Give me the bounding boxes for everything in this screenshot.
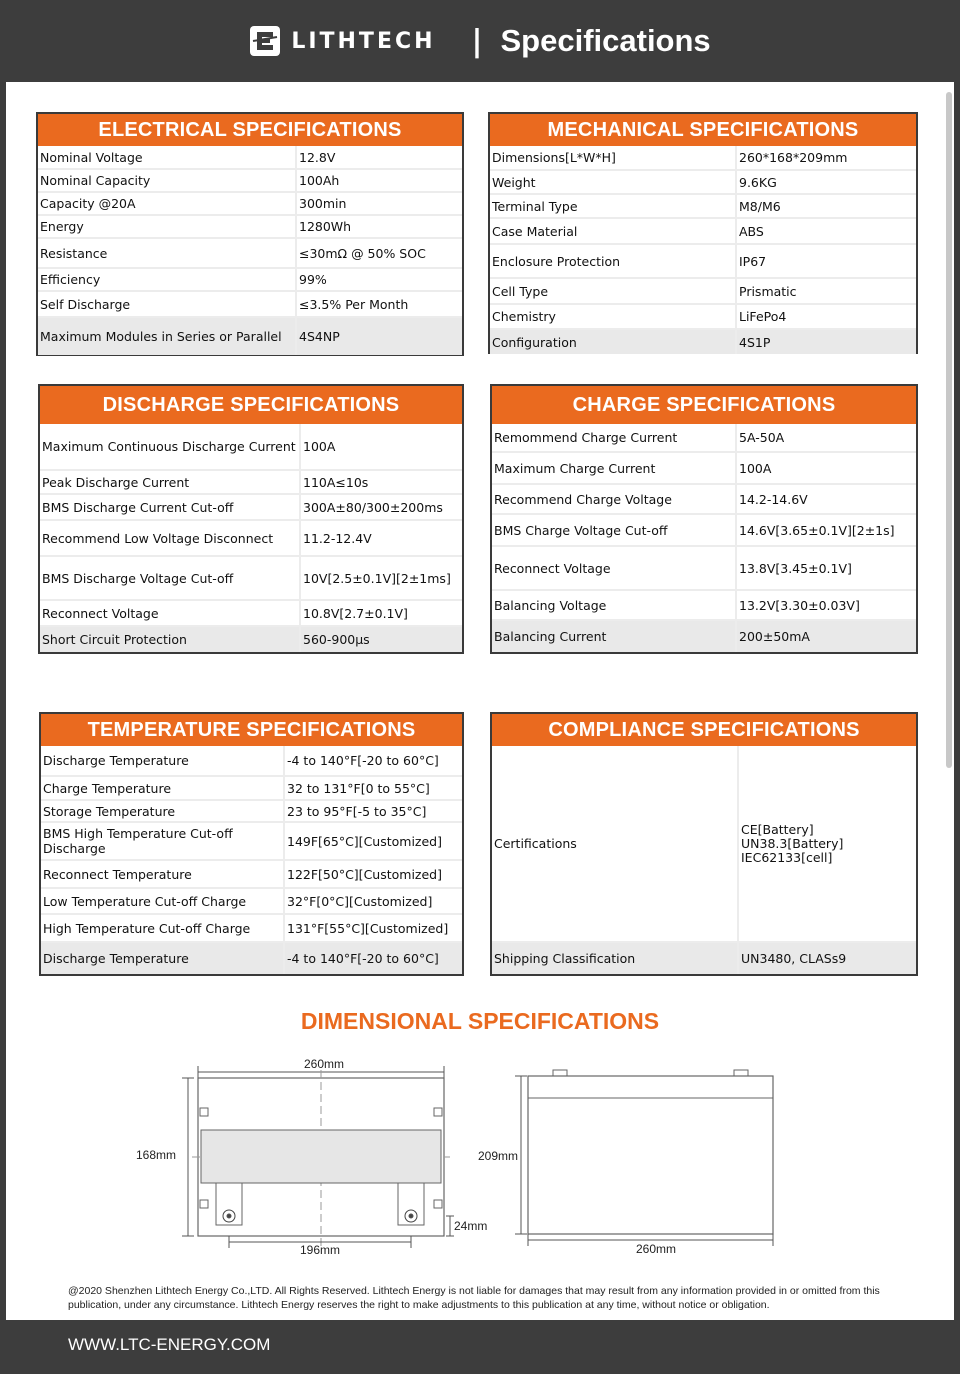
spec-label: Discharge Temperature (41, 746, 284, 776)
spec-value: 100A (736, 452, 916, 484)
page-title: Specifications (500, 23, 711, 58)
spec-value: 122F[50°C][Customized] (284, 860, 462, 888)
table-row (41, 822, 462, 860)
spec-value: 5A-50A (736, 424, 916, 452)
table-row (40, 600, 462, 626)
table-row (41, 746, 462, 776)
spec-label: Remommend Charge Current (492, 424, 736, 452)
spec-value: 11.2-12.4V (300, 520, 462, 556)
spec-label: Maximum Charge Current (492, 452, 736, 484)
discharge-spec-table (38, 384, 464, 654)
spec-value: 32 to 131°F[0 to 55°C] (284, 776, 462, 800)
spec-label: Reconnect Voltage (492, 546, 736, 590)
page-footer (0, 1320, 960, 1374)
compliance-spec-rows (492, 746, 916, 974)
table-row (492, 514, 916, 546)
table-row (41, 800, 462, 822)
spec-value: ABS (736, 218, 916, 244)
spec-value: LiFePo4 (736, 304, 916, 329)
spec-label: Maximum Continuous Discharge Current (40, 424, 300, 470)
temperature-spec-table (39, 712, 464, 976)
brand (249, 25, 435, 57)
table-row (490, 194, 916, 218)
spec-label: BMS Charge Voltage Cut-off (492, 514, 736, 546)
spec-value: 14.2-14.6V (736, 484, 916, 514)
spec-label: BMS Discharge Voltage Cut-off (40, 556, 300, 600)
dimensional-drawing (0, 1050, 960, 1260)
spec-value: 200±50mA (736, 620, 916, 652)
spec-label: High Temperature Cut-off Charge (41, 914, 284, 942)
header-separator: | (471, 23, 483, 59)
table-row (38, 317, 462, 355)
certifications-list (738, 746, 916, 942)
top-width-label: 168mm (136, 1148, 177, 1162)
table-row (490, 278, 916, 304)
spec-value: UN3480, CLASs9 (738, 942, 916, 974)
table-row (41, 888, 462, 914)
electrical-spec-rows (38, 146, 462, 355)
spec-value: 300A±80/300±200ms (300, 494, 462, 520)
table-row (41, 860, 462, 888)
spec-label: Discharge Temperature (41, 942, 284, 974)
spec-label: Case Material (490, 218, 736, 244)
spec-value: 23 to 95°F[-5 to 35°C] (284, 800, 462, 822)
spec-label: Charge Temperature (41, 776, 284, 800)
spec-value: ≤30mΩ @ 50% SOC (296, 238, 462, 268)
certification-item: IEC62133[cell] (741, 849, 833, 865)
electrical-spec-table (36, 112, 464, 356)
table-row (492, 484, 916, 514)
page-header (0, 0, 960, 82)
spec-label: Recommend Low Voltage Disconnect (40, 520, 300, 556)
spec-value: 9.6KG (736, 170, 916, 194)
spec-value: Prismatic (736, 278, 916, 304)
spec-label: Reconnect Temperature (41, 860, 284, 888)
mechanical-spec-title: MECHANICAL SPECIFICATIONS (490, 114, 916, 146)
spec-label: Terminal Type (490, 194, 736, 218)
spec-value: 10V[2.5±0.1V][2±1ms] (300, 556, 462, 600)
terminal-spacing-label: 196mm (300, 1243, 341, 1257)
top-length-label: 260mm (304, 1057, 345, 1071)
table-row (38, 215, 462, 238)
spec-label: Nominal Voltage (38, 146, 296, 169)
table-row (492, 942, 916, 974)
spec-label: Storage Temperature (41, 800, 284, 822)
spec-label: Chemistry (490, 304, 736, 329)
spec-label: Resistance (38, 238, 296, 268)
spec-label: Weight (490, 170, 736, 194)
table-row (490, 146, 916, 170)
table-row (490, 170, 916, 194)
side-length-label: 260mm (636, 1242, 677, 1256)
top-view-drawing (182, 1066, 454, 1248)
mechanical-spec-rows (490, 146, 916, 354)
spec-label: Short Circuit Protection (40, 626, 300, 652)
spec-value: 14.6V[3.65±0.1V][2±1s] (736, 514, 916, 546)
compliance-spec-table (490, 712, 918, 976)
brand-name: LITHTECH (291, 28, 436, 54)
spec-label: Capacity @20A (38, 192, 296, 215)
side-height-label: 209mm (478, 1149, 519, 1163)
discharge-spec-rows (40, 424, 462, 652)
table-row (492, 452, 916, 484)
spec-label: Low Temperature Cut-off Charge (41, 888, 284, 914)
spec-value: 560-900μs (300, 626, 462, 652)
table-row (41, 776, 462, 800)
table-row (490, 329, 916, 354)
table-row (40, 520, 462, 556)
spec-label: Self Discharge (38, 291, 296, 317)
spec-label: Maximum Modules in Series or Parallel (38, 317, 296, 355)
temperature-spec-rows (41, 746, 462, 974)
spec-value: 100Ah (296, 169, 462, 192)
spec-label: Cell Type (490, 278, 736, 304)
vertical-scrollbar[interactable] (946, 92, 952, 768)
mechanical-spec-table (488, 112, 918, 354)
spec-value: IP67 (736, 244, 916, 278)
spec-label: Balancing Current (492, 620, 736, 652)
charge-spec-table (490, 384, 918, 654)
spec-value: 32°F[0°C][Customized] (284, 888, 462, 914)
table-row (38, 192, 462, 215)
spec-value: -4 to 140°F[-20 to 60°C] (284, 942, 462, 974)
table-row (492, 546, 916, 590)
legal-disclaimer: @2020 Shenzhen Lithtech Energy Co.,LTD. All Rights Reserved. Lithtech Energy is not liable for damages that may result from any information provided in or omitted from this publication, under any circumstance. Lithtech Energy reserves the right to make adjustments to this publication at any time, without notice or obligation. (68, 1285, 880, 1311)
table-row (490, 244, 916, 278)
spec-value: 110A≤10s (300, 470, 462, 494)
charge-spec-rows (492, 424, 916, 652)
table-row (492, 590, 916, 620)
compliance-spec-title: COMPLIANCE SPECIFICATIONS (492, 714, 916, 746)
spec-label: Reconnect Voltage (40, 600, 300, 626)
spec-label: Efficiency (38, 268, 296, 291)
spec-label: Peak Discharge Current (40, 470, 300, 494)
lithtech-logo-icon (249, 25, 281, 57)
spec-label: Nominal Capacity (38, 169, 296, 192)
table-row (490, 304, 916, 329)
spec-label: BMS High Temperature Cut-off Discharge (41, 822, 284, 860)
table-row (38, 146, 462, 169)
spec-label: Certifications (492, 746, 738, 942)
spec-value: 99% (296, 268, 462, 291)
dimensional-spec-title: DIMENSIONAL SPECIFICATIONS (300, 1008, 660, 1034)
table-row (40, 424, 462, 470)
spec-value: 131°F[55°C][Customized] (284, 914, 462, 942)
table-row (38, 291, 462, 317)
table-row (492, 620, 916, 652)
table-row (40, 470, 462, 494)
spec-value: 1280Wh (296, 215, 462, 238)
spec-value: 10.8V[2.7±0.1V] (300, 600, 462, 626)
table-row (492, 424, 916, 452)
terminal-offset-label: 24mm (454, 1219, 488, 1233)
spec-value: ≤3.5% Per Month (296, 291, 462, 317)
spec-value: 4S4NP (296, 317, 462, 355)
spec-label: Recommend Charge Voltage (492, 484, 736, 514)
side-view-drawing (515, 1070, 773, 1246)
spec-label: Configuration (490, 329, 736, 354)
spec-value: -4 to 140°F[-20 to 60°C] (284, 746, 462, 776)
table-row (41, 914, 462, 942)
website-link[interactable]: WWW.LTC-ENERGY.COM (68, 1335, 271, 1354)
spec-label: Dimensions[L*W*H] (490, 146, 736, 170)
table-row (40, 494, 462, 520)
spec-value: 300min (296, 192, 462, 215)
charge-spec-title: CHARGE SPECIFICATIONS (492, 386, 916, 424)
table-row (40, 626, 462, 652)
table-row (40, 556, 462, 600)
certification-item: UN38.3[Battery] (741, 835, 844, 851)
discharge-spec-title: DISCHARGE SPECIFICATIONS (40, 386, 462, 424)
spec-label: Enclosure Protection (490, 244, 736, 278)
table-row (38, 268, 462, 291)
table-row (41, 942, 462, 974)
certification-item: CE[Battery] (741, 821, 814, 837)
temperature-spec-title: TEMPERATURE SPECIFICATIONS (41, 714, 462, 746)
electrical-spec-title: ELECTRICAL SPECIFICATIONS (38, 114, 462, 146)
table-row (492, 746, 916, 942)
table-row (38, 238, 462, 268)
spec-label: Energy (38, 215, 296, 238)
spec-value: M8/M6 (736, 194, 916, 218)
spec-value: 13.2V[3.30±0.03V] (736, 590, 916, 620)
spec-label: BMS Discharge Current Cut-off (40, 494, 300, 520)
spec-label: Balancing Voltage (492, 590, 736, 620)
spec-value: 4S1P (736, 329, 916, 354)
spec-label: Shipping Classification (492, 942, 738, 974)
table-row (490, 218, 916, 244)
spec-value: 149F[65°C][Customized] (284, 822, 462, 860)
table-row (38, 169, 462, 192)
spec-value: 12.8V (296, 146, 462, 169)
spec-value: 100A (300, 424, 462, 470)
spec-value: 260*168*209mm (736, 146, 916, 170)
spec-value: 13.8V[3.45±0.1V] (736, 546, 916, 590)
